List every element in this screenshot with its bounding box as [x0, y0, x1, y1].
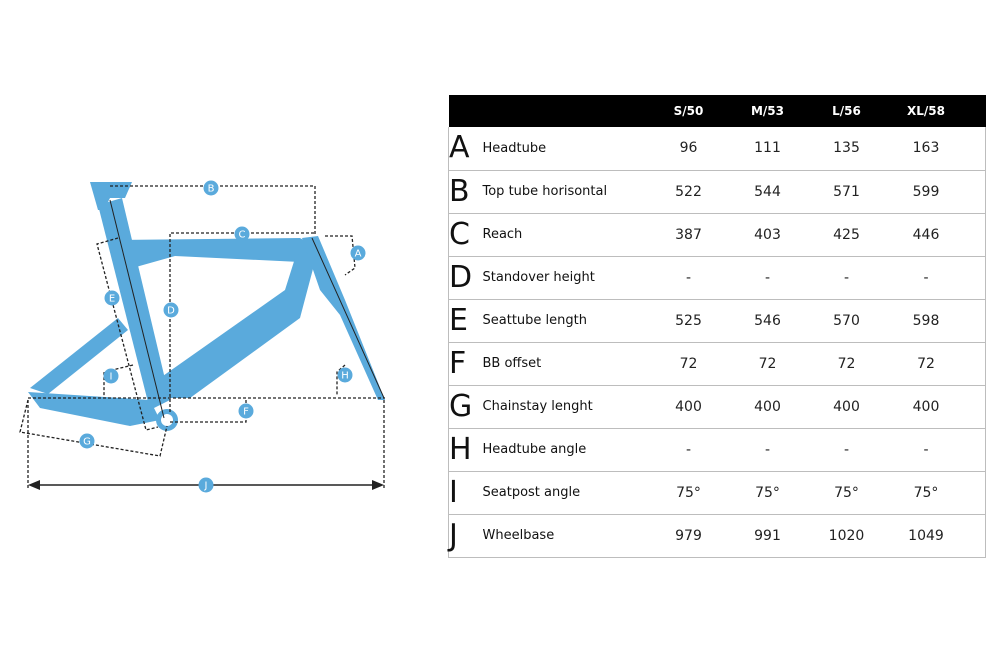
row-label: Seatpost angle [483, 471, 649, 514]
row-value: 400 [729, 385, 807, 428]
row-spacer [966, 127, 986, 170]
geometry-table [448, 95, 986, 558]
row-value: 570 [807, 299, 887, 342]
row-value: 599 [887, 170, 966, 213]
row-label: Wheelbase [483, 514, 649, 557]
frame-geometry-diagram [0, 0, 440, 667]
size-header: S/50 [673, 104, 704, 118]
row-value: 96 [649, 127, 729, 170]
table-row [449, 342, 986, 385]
size-header: L/56 [832, 104, 861, 118]
row-value: - [807, 256, 887, 299]
row-label: Standover height [483, 256, 649, 299]
row-spacer [966, 342, 986, 385]
arrowhead-left [28, 480, 40, 490]
row-value: - [887, 256, 966, 299]
seat-tube-axis [110, 200, 164, 418]
row-value: - [729, 256, 807, 299]
row-spacer [966, 471, 986, 514]
row-value: 72 [807, 342, 887, 385]
row-value: 446 [887, 213, 966, 256]
row-label: Reach [483, 213, 649, 256]
row-label: Headtube [483, 127, 649, 170]
row-spacer [966, 256, 986, 299]
measurement-lines [20, 183, 385, 488]
table-row [449, 127, 986, 170]
table-row [449, 385, 986, 428]
row-value: - [649, 428, 729, 471]
marker-g-label: G [83, 436, 91, 448]
row-letter: J [449, 514, 483, 557]
table-body [449, 127, 986, 557]
table-row [449, 299, 986, 342]
marker-a-label: A [354, 248, 362, 260]
row-value: 135 [807, 127, 887, 170]
row-value: 400 [807, 385, 887, 428]
row-value: 72 [887, 342, 966, 385]
row-letter: D [449, 256, 483, 299]
row-spacer [966, 514, 986, 557]
marker-f-label: F [243, 406, 249, 418]
row-value: 72 [649, 342, 729, 385]
row-letter: F [449, 342, 483, 385]
header-spacer [966, 95, 986, 127]
dim-f [170, 398, 246, 422]
row-value: 400 [649, 385, 729, 428]
row-value: 387 [649, 213, 729, 256]
marker-h-label: H [341, 370, 349, 382]
table-row [449, 170, 986, 213]
down-tube [160, 250, 318, 398]
marker-d-label: D [167, 305, 175, 317]
table-row [449, 256, 986, 299]
row-label: BB offset [483, 342, 649, 385]
row-value: 571 [807, 170, 887, 213]
header-label [483, 95, 649, 127]
size-header: M/53 [750, 104, 785, 118]
row-letter: G [449, 385, 483, 428]
row-value: 544 [729, 170, 807, 213]
row-value: 403 [729, 213, 807, 256]
row-letter: B [449, 170, 483, 213]
row-value: - [729, 428, 807, 471]
top-tube [115, 238, 320, 270]
row-value: 425 [807, 213, 887, 256]
bottom-bracket-hole [161, 414, 173, 426]
arrowhead-right [372, 480, 384, 490]
table-row [449, 428, 986, 471]
row-spacer [966, 385, 986, 428]
row-label: Headtube angle [483, 428, 649, 471]
row-value: 75° [729, 471, 807, 514]
row-value: 979 [649, 514, 729, 557]
header-empty [449, 95, 483, 127]
row-value: 72 [729, 342, 807, 385]
row-value: 598 [887, 299, 966, 342]
row-value: 111 [729, 127, 807, 170]
marker-j-label: J [204, 480, 208, 492]
row-letter: C [449, 213, 483, 256]
row-value: 1049 [887, 514, 966, 557]
table-row [449, 471, 986, 514]
row-value: 163 [887, 127, 966, 170]
row-label: Top tube horisontal [483, 170, 649, 213]
row-spacer [966, 170, 986, 213]
table-header [449, 95, 986, 127]
row-value: 522 [649, 170, 729, 213]
row-value: 75° [649, 471, 729, 514]
marker-i-label: I [109, 371, 113, 383]
table-row [449, 213, 986, 256]
row-value: 75° [887, 471, 966, 514]
bike-frame [28, 182, 385, 431]
marker-c-label: C [238, 229, 246, 241]
row-letter: I [449, 471, 483, 514]
row-spacer [966, 299, 986, 342]
marker-b-label: B [207, 183, 215, 195]
row-label: Seattube length [483, 299, 649, 342]
row-letter: A [449, 127, 483, 170]
row-value: - [887, 428, 966, 471]
row-value: 991 [729, 514, 807, 557]
row-value: - [807, 428, 887, 471]
row-value: 1020 [807, 514, 887, 557]
row-value: - [649, 256, 729, 299]
row-value: 525 [649, 299, 729, 342]
row-value: 400 [887, 385, 966, 428]
row-value: 546 [729, 299, 807, 342]
row-label: Chainstay lenght [483, 385, 649, 428]
row-spacer [966, 213, 986, 256]
row-letter: H [449, 428, 483, 471]
row-spacer [966, 428, 986, 471]
row-letter: E [449, 299, 483, 342]
table-row [449, 514, 986, 557]
row-value: 75° [807, 471, 887, 514]
size-header: XL/58 [907, 104, 945, 118]
marker-e-label: E [108, 293, 116, 305]
